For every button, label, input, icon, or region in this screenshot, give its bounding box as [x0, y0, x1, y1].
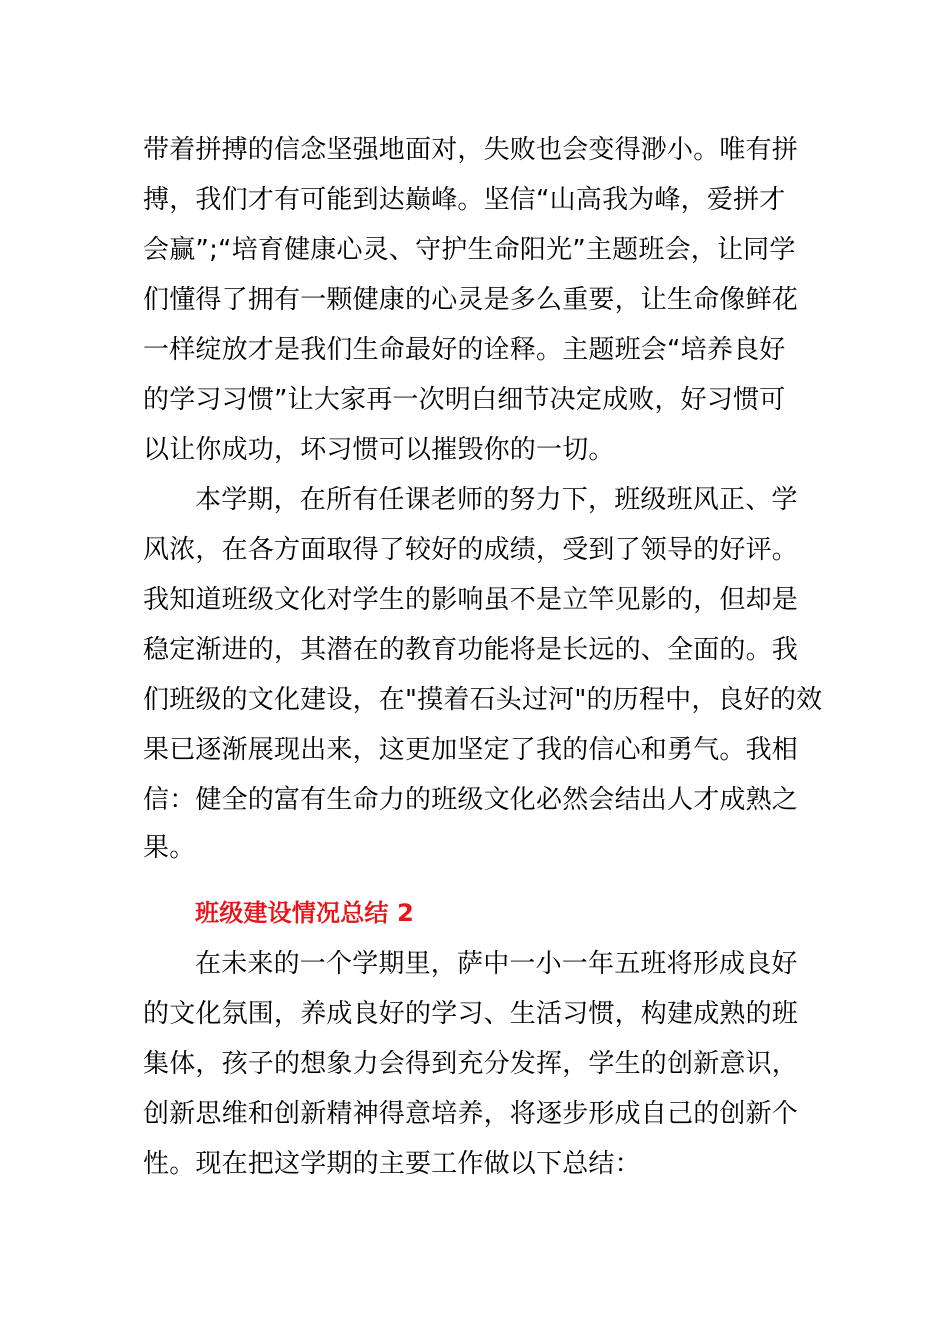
paragraph-line: 的学习习惯”让大家再一次明白细节决定成败，好习惯可: [143, 385, 786, 415]
paragraph-line: 果。: [143, 833, 196, 863]
paragraph-line: 在未来的一个学期里，萨中一小一年五班将形成良好: [195, 949, 798, 979]
paragraph-line: 果已逐渐展现出来，这更加坚定了我的信心和勇气。我相: [143, 735, 799, 765]
paragraph-line: 们懂得了拥有一颗健康的心灵是多么重要，让生命像鲜花: [143, 285, 799, 315]
paragraph-line: 我知道班级文化对学生的影响虽不是立竿见影的，但却是: [143, 585, 799, 615]
paragraph-line: 集体，孩子的想象力会得到充分发挥，学生的创新意识，: [143, 1049, 799, 1079]
section-heading: 班级建设情况总结 2: [195, 899, 415, 927]
paragraph-line: 信：健全的富有生命力的班级文化必然会结出人才成熟之: [143, 785, 799, 815]
paragraph-line: 们班级的文化建设，在"摸着石头过河"的历程中，良好的效: [143, 685, 823, 715]
paragraph-line: 带着拼搏的信念坚强地面对，失败也会变得渺小。唯有拼: [143, 135, 799, 165]
paragraph-line: 本学期，在所有任课老师的努力下，班级班风正、学: [195, 485, 798, 515]
paragraph-line: 搏，我们才有可能到达巅峰。坚信“山高我为峰，爱拼才: [143, 185, 786, 215]
paragraph-line: 风浓，在各方面取得了较好的成绩，受到了领导的好评。: [143, 535, 799, 565]
paragraph-line: 创新思维和创新精神得意培养，将逐步形成自己的创新个: [143, 1099, 799, 1129]
paragraph-line: 一样绽放才是我们生命最好的诠释。主题班会“培养良好: [143, 335, 786, 365]
paragraph-line: 以让你成功，坏习惯可以摧毁你的一切。: [143, 435, 615, 465]
paragraph-line: 的文化氛围，养成良好的学习、生活习惯，构建成熟的班: [143, 999, 799, 1029]
paragraph-line: 性。现在把这学期的主要工作做以下总结：: [143, 1149, 641, 1179]
paragraph-line: 会赢”;“培育健康心灵、守护生命阳光”主题班会，让同学: [143, 235, 796, 265]
paragraph-line: 稳定渐进的，其潜在的教育功能将是长远的、全面的。我: [143, 635, 799, 665]
